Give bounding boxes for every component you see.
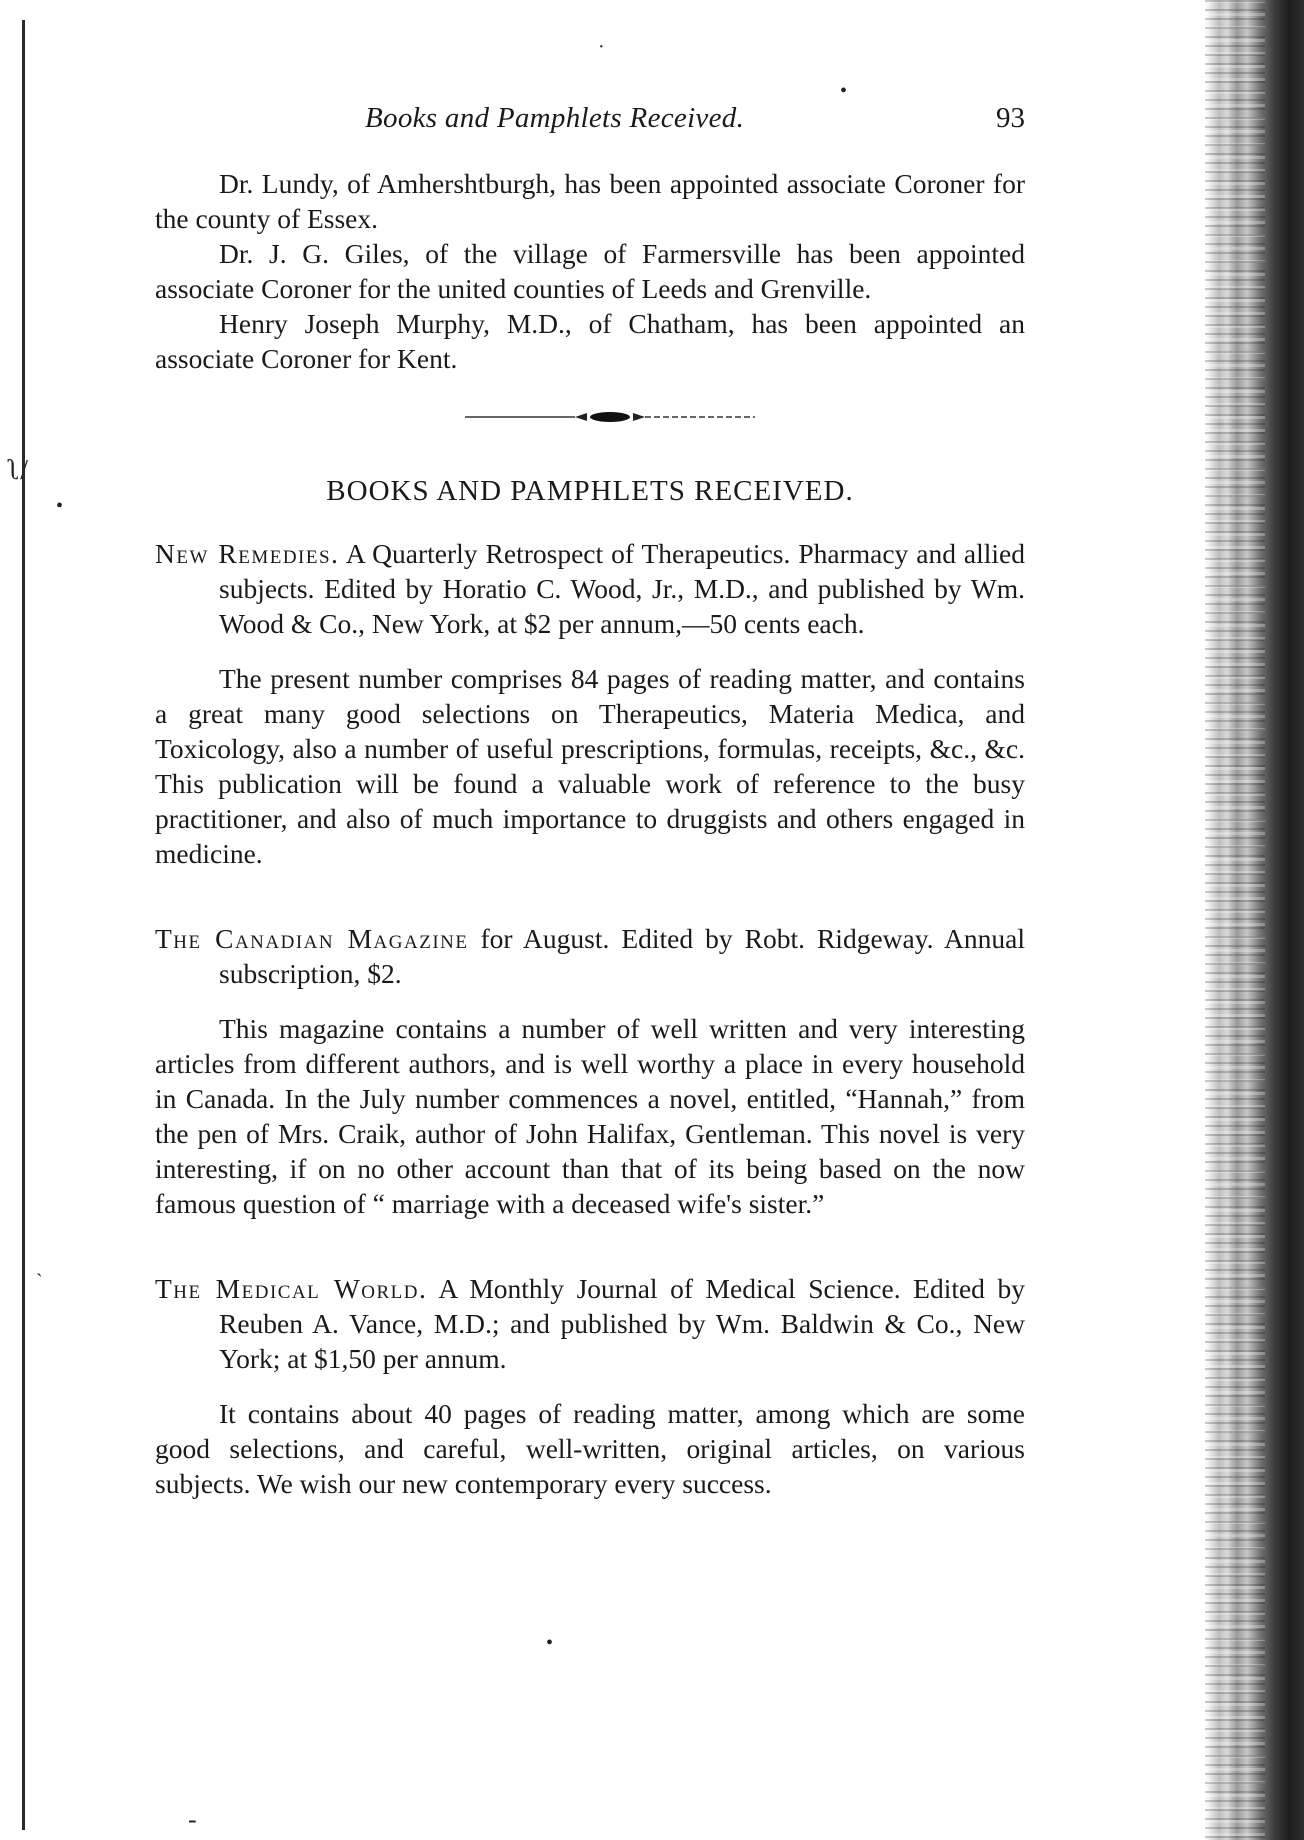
binding-rule [22,20,25,1830]
entry-heading [155,921,1025,991]
scan-mark: ʅ/ [8,455,28,486]
entry-description: A Quarterly Retrospect of Therapeutics. Pharmacy and allied subjects. Edited by Horatio C. Wood, Jr., M.D., and published by Wm. Wood & Co., New York, at $2 per annum,—50 cents each. [219,538,1025,639]
appointment-paragraph: Henry Joseph Murphy, M.D., of Chatham, has been appointed an associate Coroner for Kent. [155,308,1025,374]
page-number: 93 [996,102,1025,134]
scan-speck: · [598,36,605,58]
entry-title: The Medical World. [155,1273,428,1304]
appointment-paragraph: Dr. J. G. Giles, of the village of Farmersville has been appointed associate Coroner for the united counties of Leeds and Grenville. [155,238,1025,304]
entry [155,1271,1025,1501]
section-divider-ornament [465,410,755,424]
entry-description: for August. Edited by Robt. Ridgeway. Annual subscription, $2. [219,923,1025,989]
entry-title: The Canadian Magazine [155,923,469,954]
entry-review: This magazine contains a number of well written and very interesting articles from different authors, and is well worthy a place in every household in Canada. In the July number commences a novel, entitled, “Hannah,” from the pen of Mrs. Craik, author of John Halifax, Gentleman. This novel is very interesting, if on no other account than that of its being based on the now famous question of “ marriage with a deceased wife's sister.” [155,1013,1025,1219]
running-head-title: Books and Pamphlets Received. [365,102,745,134]
entry-review: It contains about 40 pages of reading matter, among which are some good selections, and careful, well-written, original articles, on various subjects. We wish our new contemporary every success. [155,1398,1025,1499]
entry-title: New Remedies. [155,538,340,569]
appointments-block [155,166,1025,376]
entry [155,921,1025,1221]
scan-speck: • [840,80,848,102]
entry-heading [155,536,1025,641]
entry-description: A Monthly Journal of Medical Science. Edited by Reuben A. Vance, M.D.; and published by Wm. Baldwin & Co., New York; at $1,50 per annum. [219,1273,1025,1374]
scan-speck: - [188,1805,197,1834]
appointment-paragraph: Dr. Lundy, of Amhershtburgh, has been appointed associate Coroner for the county of Essex. [155,168,1025,234]
scan-speck: • [56,495,64,517]
entry [155,536,1025,871]
entries-block [155,536,1025,1501]
gutter-texture [1205,0,1265,1840]
entry-heading [155,1271,1025,1376]
section-title: BOOKS AND PAMPHLETS RECEIVED. [326,475,854,507]
running-head [155,102,1025,136]
scan-speck: • [546,1632,554,1654]
entry-review: The present number comprises 84 pages of reading matter, and contains a great many good selections on Therapeutics, Materia Medica, and Toxicology, also a number of useful prescriptions, formulas, receipts, &c., &c. This publication will be found a valuable work of reference to the busy practitioner, and also of much importance to druggists and others engaged in medicine. [155,663,1025,869]
scan-speck: ˎ [36,1255,43,1277]
